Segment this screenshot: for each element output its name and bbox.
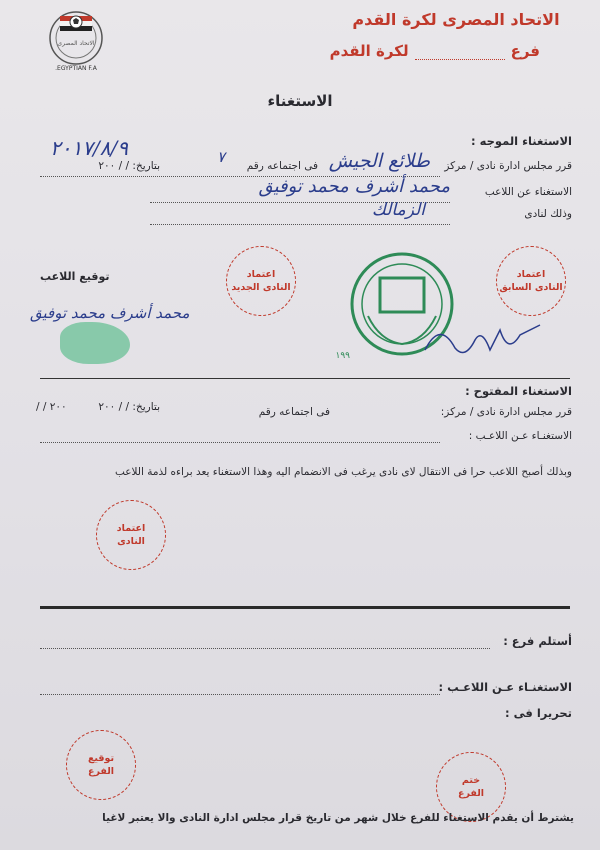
federation-name: الاتحاد المصرى لكرة القدم (352, 10, 560, 29)
directed-player-label: الاستغناء عن اللاعب (484, 186, 572, 198)
dotted-line (40, 442, 440, 443)
dotted-line (150, 224, 450, 225)
directed-player-value: محمد أشرف محمد توفيق (258, 176, 450, 197)
svg-text:الاتحاد المصرى: الاتحاد المصرى (57, 40, 95, 47)
efa-logo (38, 8, 114, 74)
section-divider (40, 606, 570, 609)
directed-club-value: الزمالك (371, 200, 425, 220)
directed-board-value: طلائع الجيش (328, 150, 430, 172)
open-meeting-label: فى اجتماعه رقم (258, 406, 330, 418)
branch-blank (415, 45, 505, 60)
dotted-line (40, 648, 490, 649)
handwritten-signature (420, 310, 550, 370)
branch-label: فرع (510, 42, 540, 60)
branch-line (330, 42, 540, 60)
open-statement: وبذلك أصبح اللاعب حرا فى الانتقال لاى نادى يرغب فى الانضمام اليه وهذا الاستغناء يعد براءه لذمة اللاعب (114, 466, 572, 478)
branch-player-label: الاستغنـاء عـن اللاعـب : (438, 680, 572, 694)
directed-meeting-label: فى اجتماعه رقم (246, 160, 318, 172)
branch-written-label: تحريرا فى : (505, 706, 572, 720)
open-player-label: الاستغنـاء عـن اللاعـب : (468, 430, 572, 442)
stamp-previous-club: اعتماد النادى السابق (496, 246, 566, 316)
player-signature-label: توقيع اللاعب (40, 270, 110, 283)
dotted-line (40, 694, 440, 695)
open-board-label: قرر مجلس ادارة نادى / مركز: (440, 406, 572, 418)
stamp-branch-seal: ختم الفرع (436, 752, 506, 822)
directed-club-label: وذلك لنادى (524, 208, 572, 220)
open-heading: الاستغناء المفتوح : (465, 384, 572, 398)
stamp-branch-signature: توقيع الفرع (66, 730, 136, 800)
directed-heading: الاستغناء الموجه : (471, 134, 572, 148)
branch-received-label: أستلم فرع : (503, 634, 572, 648)
stamp-new-club: اعتماد النادى الجديد (226, 246, 296, 316)
open-date-label: بتاريخ: / / ٢٠٠ (98, 401, 160, 413)
directed-date-value: ٢٠١٧/٨/٩ (50, 136, 128, 160)
open-date-suffix: / / ٢٠٠ (36, 401, 67, 413)
svg-text:١٩٩: ١٩٩ (335, 351, 350, 361)
page-title: الاستغناء (267, 92, 333, 110)
stamp-club: اعتماد النادى (96, 500, 166, 570)
logo-caption: EGYPTIAN F.A. (55, 65, 97, 72)
branch-suffix: لكرة القدم (329, 42, 409, 60)
player-signature: محمد أشرف محمد توفيق (30, 304, 190, 322)
directed-date-label: بتاريخ: / / ٢٠٠ (98, 160, 160, 172)
directed-board-label: قرر مجلس ادارة نادى / مركز (444, 160, 572, 172)
footer-note: يشترط أن يقدم الاستغناء للفرع خلال شهر من تاريخ قرار مجلس ادارة النادى والا يعتبر لاغيا (102, 812, 574, 824)
directed-meeting-value: ٧ (216, 148, 225, 166)
green-ink-fingerprint (60, 322, 130, 364)
divider (40, 378, 570, 379)
